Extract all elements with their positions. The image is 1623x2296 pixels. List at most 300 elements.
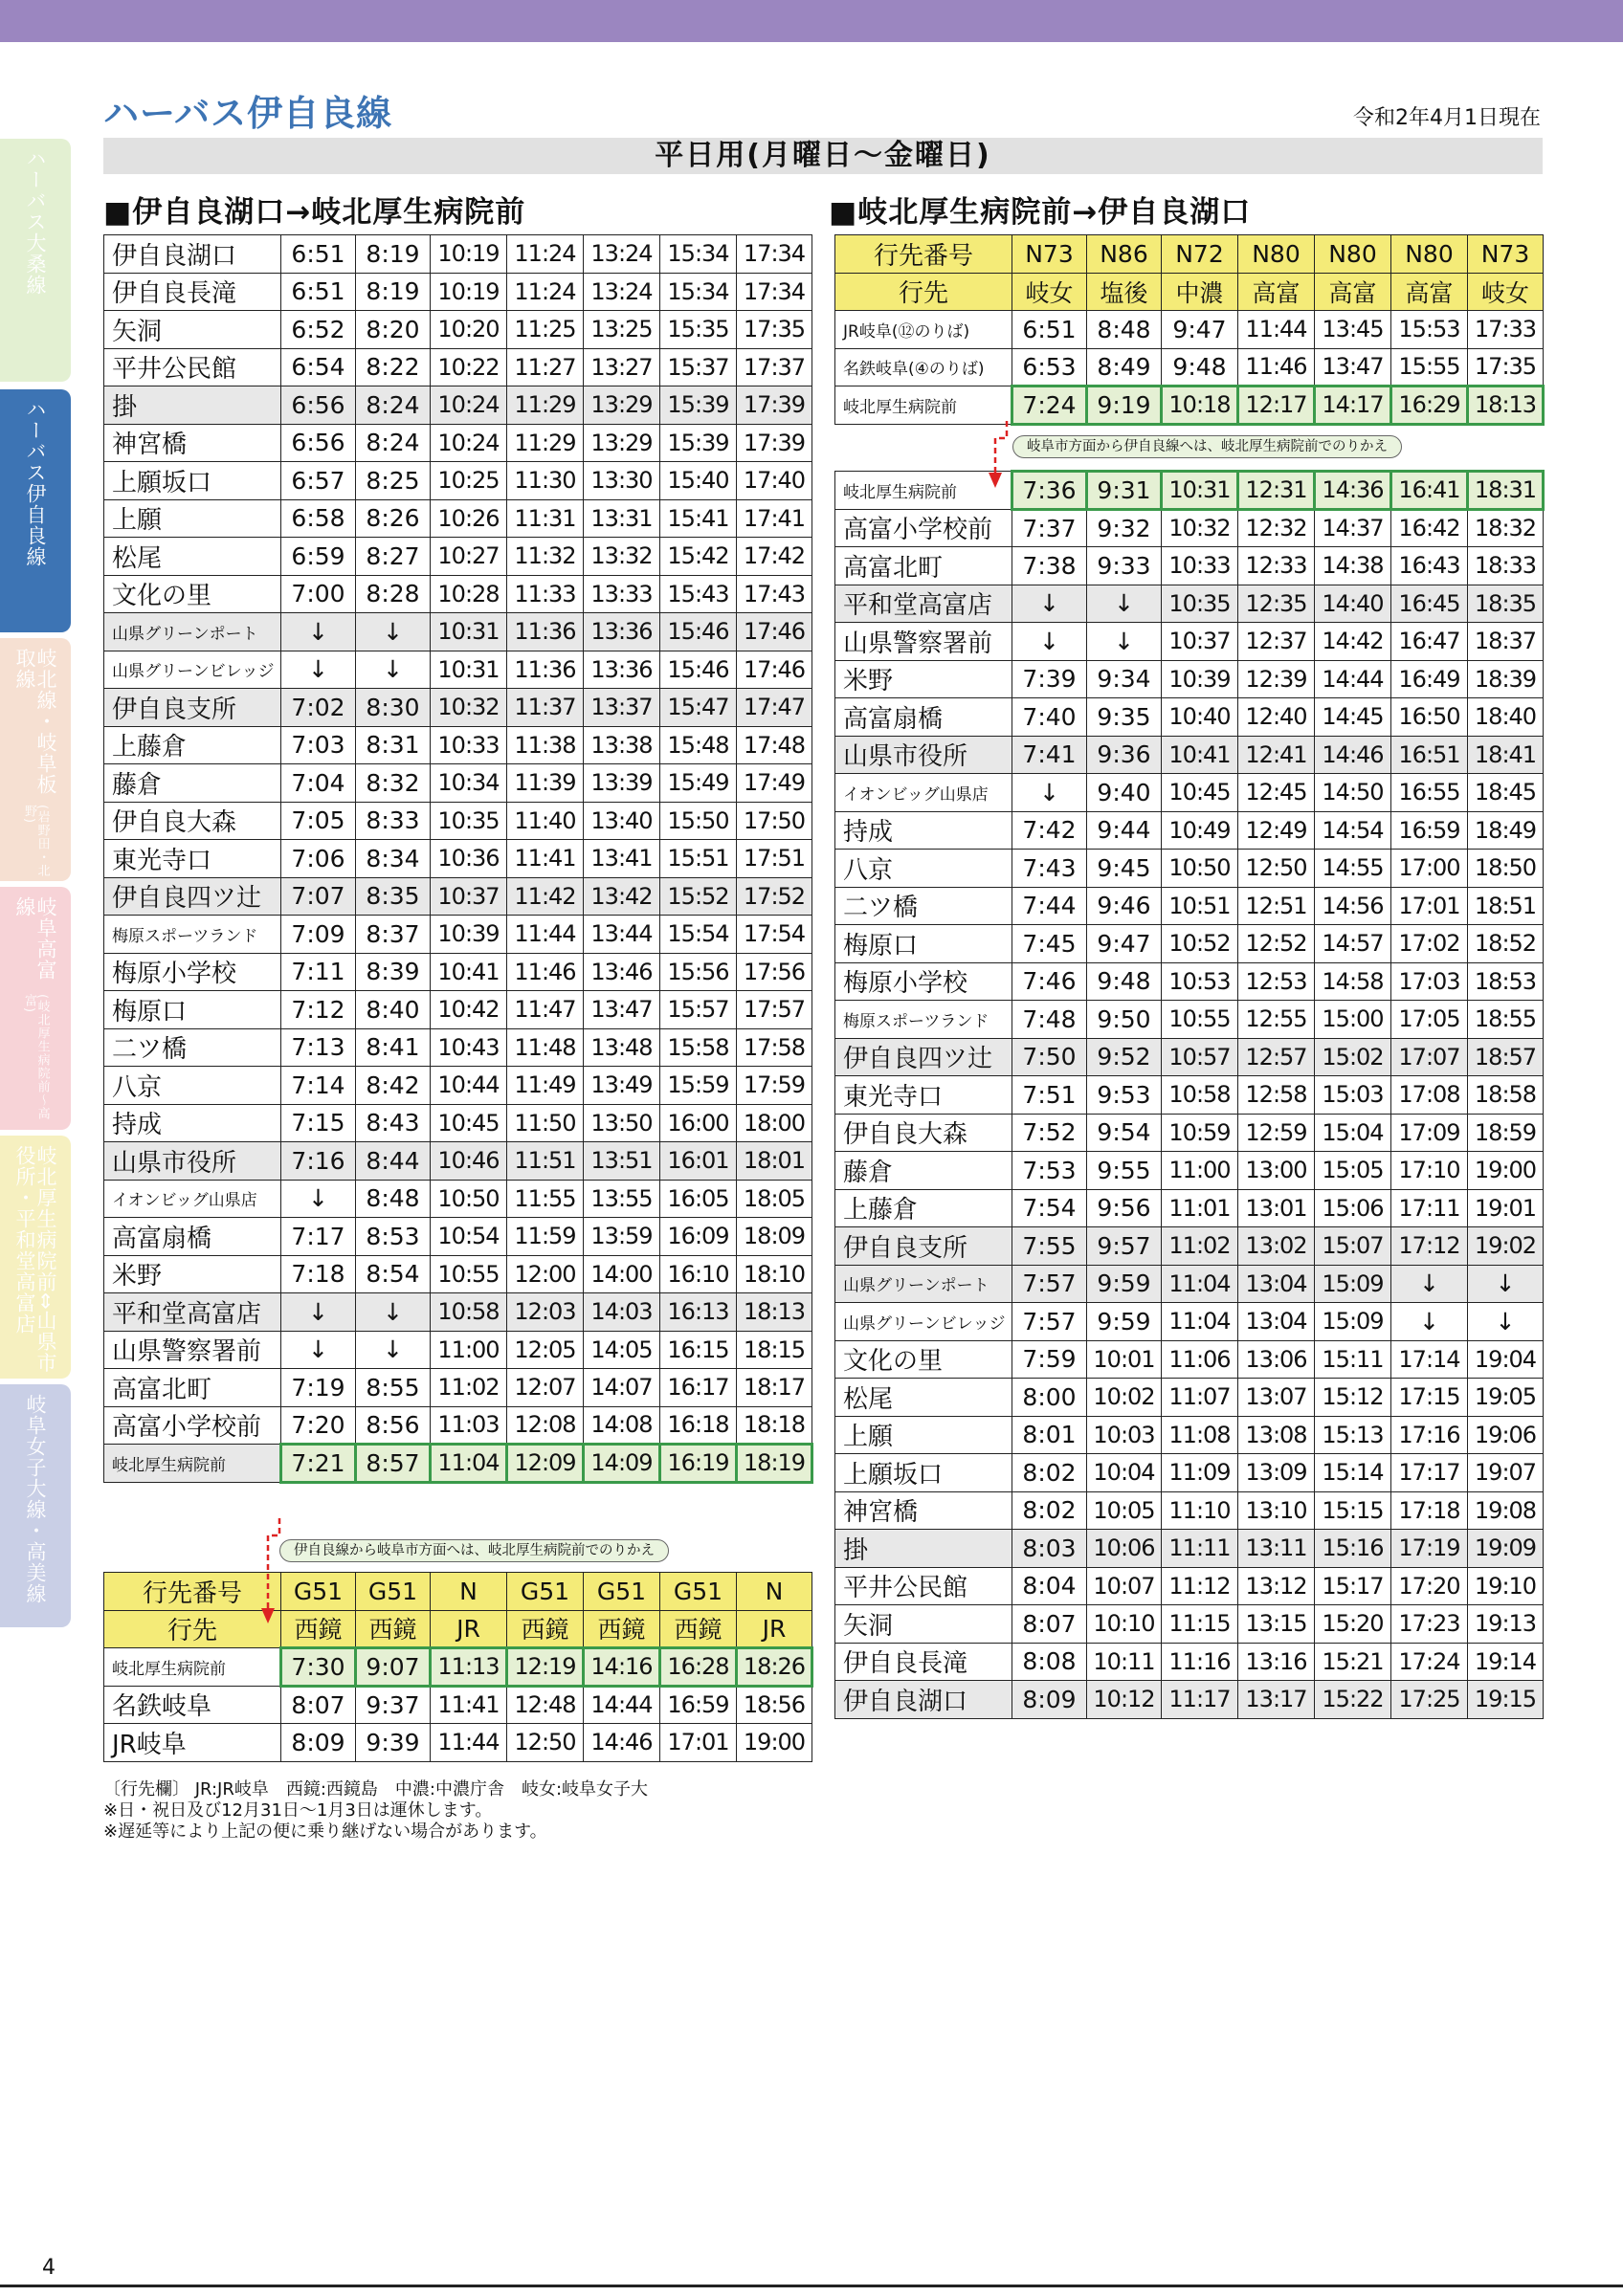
time-cell: 11:59: [507, 1218, 584, 1256]
stop-name: 松尾: [104, 538, 281, 576]
table-row: [104, 235, 812, 274]
left-timetable: [103, 234, 813, 1484]
time-cell: 18:10: [737, 1255, 812, 1293]
time-cell: 9:33: [1087, 547, 1162, 585]
time-cell: 9:37: [356, 1686, 431, 1724]
table-row: [104, 651, 812, 689]
side-tab-label: ハーバス大桑線: [24, 148, 48, 296]
time-cell: 12:55: [1238, 1001, 1315, 1039]
time-cell: 6:56: [281, 424, 356, 462]
time-cell: 9:56: [1087, 1189, 1162, 1227]
time-cell: 17:09: [1391, 1114, 1468, 1152]
time-cell: 8:57: [356, 1445, 431, 1483]
table-row: [104, 1028, 812, 1067]
time-cell: 8:35: [356, 877, 431, 916]
time-cell: 7:51: [1012, 1076, 1087, 1115]
time-cell: 15:02: [1315, 1038, 1391, 1076]
time-cell: 10:19: [431, 273, 507, 311]
table-row: [104, 953, 812, 991]
stop-name: 山県市役所: [835, 736, 1012, 774]
time-cell: 16:45: [1391, 585, 1468, 623]
time-cell: 17:12: [1391, 1227, 1468, 1266]
time-cell: 13:01: [1238, 1189, 1315, 1227]
time-cell: 19:05: [1468, 1379, 1544, 1417]
stop-name: 藤倉: [104, 764, 281, 803]
time-cell: 6:54: [281, 348, 356, 386]
time-cell: 12:53: [1238, 962, 1315, 1001]
time-cell: 17:40: [737, 462, 812, 500]
time-cell: 10:35: [431, 802, 507, 840]
time-cell: 18:37: [1468, 623, 1544, 661]
time-cell: 7:42: [1012, 811, 1087, 850]
time-cell: 13:41: [584, 840, 660, 878]
time-cell: ↓: [1087, 585, 1162, 623]
time-cell: 8:31: [356, 726, 431, 764]
time-cell: 7:13: [281, 1028, 356, 1067]
time-cell: 10:37: [1162, 623, 1238, 661]
time-cell: 9:19: [1087, 386, 1162, 425]
table-row: [835, 1189, 1544, 1227]
time-cell: 7:21: [281, 1445, 356, 1483]
stop-name: 高富扇橋: [835, 698, 1012, 737]
time-cell: 9:34: [1087, 660, 1162, 698]
time-cell: 14:44: [1315, 660, 1391, 698]
time-cell: 11:25: [507, 311, 584, 349]
table-row: [104, 1686, 812, 1724]
time-cell: 7:04: [281, 764, 356, 803]
table-row: [104, 726, 812, 764]
time-cell: 7:15: [281, 1104, 356, 1142]
time-cell: 18:01: [737, 1142, 812, 1181]
table-row: [104, 991, 812, 1029]
stop-name: 松尾: [835, 1379, 1012, 1417]
time-cell: 19:14: [1468, 1643, 1544, 1681]
stop-name: イオンビッグ山県店: [835, 774, 1012, 812]
route-number-row-cell: N80: [1391, 235, 1468, 274]
time-cell: 8:25: [356, 462, 431, 500]
time-cell: 11:46: [507, 953, 584, 991]
time-cell: 9:50: [1087, 1001, 1162, 1039]
time-cell: 7:17: [281, 1218, 356, 1256]
right-section-heading: ■岐北厚生病院前→伊自良湖口: [829, 195, 1252, 230]
time-cell: 17:52: [737, 877, 812, 916]
table-row: [835, 887, 1544, 925]
time-cell: 12:49: [1238, 811, 1315, 850]
time-cell: 14:56: [1315, 887, 1391, 925]
time-cell: 13:00: [1238, 1152, 1315, 1190]
time-cell: 10:46: [431, 1142, 507, 1181]
time-cell: 12:03: [507, 1293, 584, 1332]
time-cell: ↓: [1468, 1303, 1544, 1341]
time-cell: 6:59: [281, 538, 356, 576]
stop-name: 二ツ橋: [835, 887, 1012, 925]
time-cell: 15:37: [660, 348, 737, 386]
table-row: [835, 311, 1544, 349]
time-cell: 10:41: [1162, 736, 1238, 774]
time-cell: 13:11: [1238, 1530, 1315, 1568]
stop-name: 梅原スポーツランド: [835, 1001, 1012, 1039]
table-row: [835, 811, 1544, 850]
time-cell: 11:02: [431, 1369, 507, 1407]
table-row: [835, 736, 1544, 774]
left-transfer-arrow: [258, 1516, 297, 1631]
time-cell: 17:37: [737, 348, 812, 386]
time-cell: 11:11: [1162, 1530, 1238, 1568]
stop-name: 平井公民館: [104, 348, 281, 386]
time-cell: 17:51: [737, 840, 812, 878]
stop-name: 神宮橋: [104, 424, 281, 462]
table-row: [104, 348, 812, 386]
time-cell: 9:48: [1087, 962, 1162, 1001]
time-cell: 14:37: [1315, 509, 1391, 547]
time-cell: 13:36: [584, 651, 660, 689]
right-feeder-table: [834, 234, 1545, 426]
time-cell: 9:57: [1087, 1227, 1162, 1266]
time-cell: 18:56: [737, 1686, 812, 1724]
time-cell: ↓: [281, 613, 356, 651]
time-cell: 12:07: [507, 1369, 584, 1407]
time-cell: 13:47: [584, 991, 660, 1029]
table-row: [104, 1406, 812, 1445]
table-row: [835, 1001, 1544, 1039]
time-cell: 10:25: [431, 462, 507, 500]
time-cell: 15:15: [1315, 1491, 1391, 1530]
time-cell: 17:50: [737, 802, 812, 840]
time-cell: 11:06: [1162, 1340, 1238, 1379]
time-cell: 19:00: [1468, 1152, 1544, 1190]
time-cell: 15:55: [1391, 348, 1468, 386]
side-tab-label: 岐北線・岐阜板取線: [13, 648, 58, 795]
time-cell: 16:15: [660, 1331, 737, 1369]
time-cell: 13:51: [584, 1142, 660, 1181]
time-cell: 11:46: [1238, 348, 1315, 386]
stop-name: 平和堂高富店: [835, 585, 1012, 623]
time-cell: 15:50: [660, 802, 737, 840]
time-cell: 10:50: [1162, 850, 1238, 888]
destination-row-cell: 高富: [1391, 273, 1468, 311]
time-cell: 15:46: [660, 651, 737, 689]
time-cell: 17:49: [737, 764, 812, 803]
time-cell: 19:02: [1468, 1227, 1544, 1266]
time-cell: 7:11: [281, 953, 356, 991]
left-section-heading: ■伊自良湖口→岐北厚生病院前: [103, 195, 526, 230]
time-cell: 6:51: [281, 273, 356, 311]
stop-name: 伊自良長滝: [104, 273, 281, 311]
time-cell: 17:54: [737, 916, 812, 954]
time-cell: 12:45: [1238, 774, 1315, 812]
side-tab-5[interactable]: [0, 1136, 71, 1379]
time-cell: 7:36: [1012, 472, 1087, 510]
time-cell: 7:40: [1012, 698, 1087, 737]
route-number-row-cell: G51: [356, 1573, 431, 1611]
time-cell: 11:41: [507, 840, 584, 878]
time-cell: 14:42: [1315, 623, 1391, 661]
time-cell: 10:39: [431, 916, 507, 954]
time-cell: 17:35: [1468, 348, 1544, 386]
time-cell: 13:06: [1238, 1340, 1315, 1379]
table-row: [104, 1369, 812, 1407]
as-of-date: 令和2年4月1日現在: [1353, 106, 1541, 130]
time-cell: 17:18: [1391, 1491, 1468, 1530]
time-cell: 13:59: [584, 1218, 660, 1256]
time-cell: 18:59: [1468, 1114, 1544, 1152]
time-cell: 14:54: [1315, 811, 1391, 850]
side-tab-1[interactable]: [0, 139, 71, 382]
table-row: [104, 499, 812, 538]
time-cell: 8:42: [356, 1067, 431, 1105]
time-cell: 11:47: [507, 991, 584, 1029]
table-row: [104, 1293, 812, 1332]
table-row: [835, 962, 1544, 1001]
time-cell: 18:50: [1468, 850, 1544, 888]
time-cell: 8:33: [356, 802, 431, 840]
time-cell: 12:35: [1238, 585, 1315, 623]
time-cell: 17:02: [1391, 925, 1468, 963]
route-number-row: [835, 235, 1544, 274]
route-number-row-cell: N80: [1238, 235, 1315, 274]
time-cell: 13:04: [1238, 1265, 1315, 1303]
time-cell: 13:40: [584, 802, 660, 840]
time-cell: 17:08: [1391, 1076, 1468, 1115]
time-cell: 17:01: [1391, 887, 1468, 925]
time-cell: 8:19: [356, 235, 431, 274]
time-cell: 15:40: [660, 462, 737, 500]
time-cell: 11:24: [507, 235, 584, 274]
time-cell: 16:49: [1391, 660, 1468, 698]
time-cell: 14:44: [584, 1686, 660, 1724]
time-cell: 18:49: [1468, 811, 1544, 850]
stop-name: 梅原口: [104, 991, 281, 1029]
time-cell: 10:53: [1162, 962, 1238, 1001]
side-tab-6[interactable]: [0, 1384, 71, 1627]
time-cell: 9:35: [1087, 698, 1162, 737]
time-cell: 15:00: [1315, 1001, 1391, 1039]
time-cell: 15:21: [1315, 1643, 1391, 1681]
time-cell: 9:40: [1087, 774, 1162, 812]
time-cell: 19:10: [1468, 1567, 1544, 1605]
time-cell: 18:51: [1468, 887, 1544, 925]
time-cell: 10:19: [431, 235, 507, 274]
table-row: [104, 840, 812, 878]
time-cell: 11:17: [1162, 1681, 1238, 1719]
time-cell: 12:31: [1238, 472, 1315, 510]
time-cell: 15:41: [660, 499, 737, 538]
stop-name: 上藤倉: [104, 726, 281, 764]
stop-name: 上願坂口: [835, 1454, 1012, 1492]
stop-name: 文化の里: [104, 575, 281, 613]
destination-row-label: 行先: [104, 1610, 281, 1648]
time-cell: 9:44: [1087, 811, 1162, 850]
time-cell: 11:51: [507, 1142, 584, 1181]
time-cell: 14:38: [1315, 547, 1391, 585]
time-cell: 10:34: [431, 764, 507, 803]
table-row: [835, 774, 1544, 812]
time-cell: 7:18: [281, 1255, 356, 1293]
time-cell: 7:00: [281, 575, 356, 613]
time-cell: 14:17: [1315, 386, 1391, 425]
time-cell: 18:13: [737, 1293, 812, 1332]
table-row: [104, 802, 812, 840]
stop-name: 藤倉: [835, 1152, 1012, 1190]
time-cell: 9:59: [1087, 1265, 1162, 1303]
stop-name: 名鉄岐阜: [104, 1686, 281, 1724]
time-cell: 7:03: [281, 726, 356, 764]
time-cell: 18:19: [737, 1445, 812, 1483]
time-cell: 6:51: [281, 235, 356, 274]
time-cell: 18:13: [1468, 386, 1544, 425]
time-cell: 7:02: [281, 689, 356, 727]
table-row: [835, 1379, 1544, 1417]
time-cell: 12:17: [1238, 386, 1315, 425]
side-tab-3[interactable]: [0, 638, 71, 881]
time-cell: 8:37: [356, 916, 431, 954]
time-cell: 16:29: [1391, 386, 1468, 425]
time-cell: ↓: [1012, 623, 1087, 661]
table-row: [835, 1303, 1544, 1341]
right-transfer-note: 岐阜市方面から伊自良線へは、岐北厚生病院前でのりかえ: [1012, 435, 1402, 458]
time-cell: 13:15: [1238, 1605, 1315, 1644]
stop-name: 山県警察署前: [835, 623, 1012, 661]
time-cell: 8:54: [356, 1255, 431, 1293]
time-cell: 18:26: [737, 1648, 812, 1687]
time-cell: 18:32: [1468, 509, 1544, 547]
time-cell: 11:37: [507, 689, 584, 727]
time-cell: 9:36: [1087, 736, 1162, 774]
destination-row-cell: 西鏡: [356, 1610, 431, 1648]
table-row: [104, 1255, 812, 1293]
time-cell: 13:48: [584, 1028, 660, 1067]
time-cell: 9:39: [356, 1724, 431, 1762]
time-cell: 13:46: [584, 953, 660, 991]
stop-name: 掛: [835, 1530, 1012, 1568]
time-cell: 18:53: [1468, 962, 1544, 1001]
time-cell: 17:43: [737, 575, 812, 613]
time-cell: 11:42: [507, 877, 584, 916]
table-row: [835, 1491, 1544, 1530]
time-cell: 13:29: [584, 424, 660, 462]
time-cell: 11:31: [507, 499, 584, 538]
time-cell: 6:57: [281, 462, 356, 500]
time-cell: 19:07: [1468, 1454, 1544, 1492]
time-cell: 16:19: [660, 1445, 737, 1483]
time-cell: 14:00: [584, 1255, 660, 1293]
time-cell: 15:12: [1315, 1379, 1391, 1417]
time-cell: 10:05: [1087, 1491, 1162, 1530]
table-row: [104, 689, 812, 727]
side-tab-4[interactable]: [0, 887, 71, 1130]
time-cell: 17:16: [1391, 1416, 1468, 1454]
time-cell: 12:39: [1238, 660, 1315, 698]
time-cell: 19:04: [1468, 1340, 1544, 1379]
time-cell: 15:58: [660, 1028, 737, 1067]
destination-row-cell: 高富: [1315, 273, 1391, 311]
time-cell: 15:59: [660, 1067, 737, 1105]
time-cell: 16:51: [1391, 736, 1468, 774]
route-number-row-cell: N80: [1315, 235, 1391, 274]
time-cell: 15:09: [1315, 1303, 1391, 1341]
time-cell: 10:41: [431, 953, 507, 991]
time-cell: 8:49: [1087, 348, 1162, 386]
time-cell: 7:06: [281, 840, 356, 878]
time-cell: 13:50: [584, 1104, 660, 1142]
time-cell: ↓: [1012, 774, 1087, 812]
time-cell: 8:24: [356, 424, 431, 462]
time-cell: 13:33: [584, 575, 660, 613]
time-cell: 8:55: [356, 1369, 431, 1407]
stop-name: 上願: [104, 499, 281, 538]
time-cell: 15:42: [660, 538, 737, 576]
stop-name: 山県グリーンポート: [835, 1265, 1012, 1303]
time-cell: 10:33: [1162, 547, 1238, 585]
table-row: [835, 386, 1544, 425]
time-cell: 16:18: [660, 1406, 737, 1445]
time-cell: 11:29: [507, 386, 584, 425]
time-cell: 19:06: [1468, 1416, 1544, 1454]
time-cell: 15:09: [1315, 1265, 1391, 1303]
time-cell: 10:50: [431, 1180, 507, 1218]
time-cell: 8:28: [356, 575, 431, 613]
time-cell: 14:03: [584, 1293, 660, 1332]
time-cell: 8:48: [1087, 311, 1162, 349]
stop-name: 伊自良長滝: [835, 1643, 1012, 1681]
time-cell: 10:42: [431, 991, 507, 1029]
time-cell: 16:50: [1391, 698, 1468, 737]
time-cell: 8:30: [356, 689, 431, 727]
time-cell: 8:22: [356, 348, 431, 386]
route-number-row-cell: N86: [1087, 235, 1162, 274]
time-cell: 13:04: [1238, 1303, 1315, 1341]
stop-name: 伊自良支所: [104, 689, 281, 727]
table-row: [835, 1567, 1544, 1605]
time-cell: 8:56: [356, 1406, 431, 1445]
stop-name: 二ツ橋: [104, 1028, 281, 1067]
table-row: [835, 1076, 1544, 1115]
table-row: [835, 623, 1544, 661]
time-cell: 13:16: [1238, 1643, 1315, 1681]
time-cell: 11:08: [1162, 1416, 1238, 1454]
time-cell: 10:36: [431, 840, 507, 878]
time-cell: 11:15: [1162, 1605, 1238, 1644]
stop-name: JR岐阜: [104, 1724, 281, 1762]
time-cell: 18:09: [737, 1218, 812, 1256]
time-cell: 7:37: [1012, 509, 1087, 547]
destination-row-cell: 西鏡: [281, 1610, 356, 1648]
time-cell: 6:51: [1012, 311, 1087, 349]
destination-row-cell: 塩後: [1087, 273, 1162, 311]
time-cell: 11:50: [507, 1104, 584, 1142]
time-cell: 7:55: [1012, 1227, 1087, 1266]
time-cell: 8:39: [356, 953, 431, 991]
time-cell: 10:35: [1162, 585, 1238, 623]
time-cell: 10:59: [1162, 1114, 1238, 1152]
table-row: [104, 764, 812, 803]
time-cell: 8:19: [356, 273, 431, 311]
time-cell: 10:55: [1162, 1001, 1238, 1039]
table-row: [104, 916, 812, 954]
time-cell: 17:57: [737, 991, 812, 1029]
side-tab-2[interactable]: [0, 389, 71, 632]
time-cell: 15:04: [1315, 1114, 1391, 1152]
time-cell: 18:00: [737, 1104, 812, 1142]
time-cell: ↓: [281, 651, 356, 689]
time-cell: 9:52: [1087, 1038, 1162, 1076]
time-cell: 17:56: [737, 953, 812, 991]
time-cell: 19:15: [1468, 1681, 1544, 1719]
stop-name: 伊自良湖口: [835, 1681, 1012, 1719]
time-cell: 9:54: [1087, 1114, 1162, 1152]
time-cell: 7:20: [281, 1406, 356, 1445]
time-cell: 9:53: [1087, 1076, 1162, 1115]
